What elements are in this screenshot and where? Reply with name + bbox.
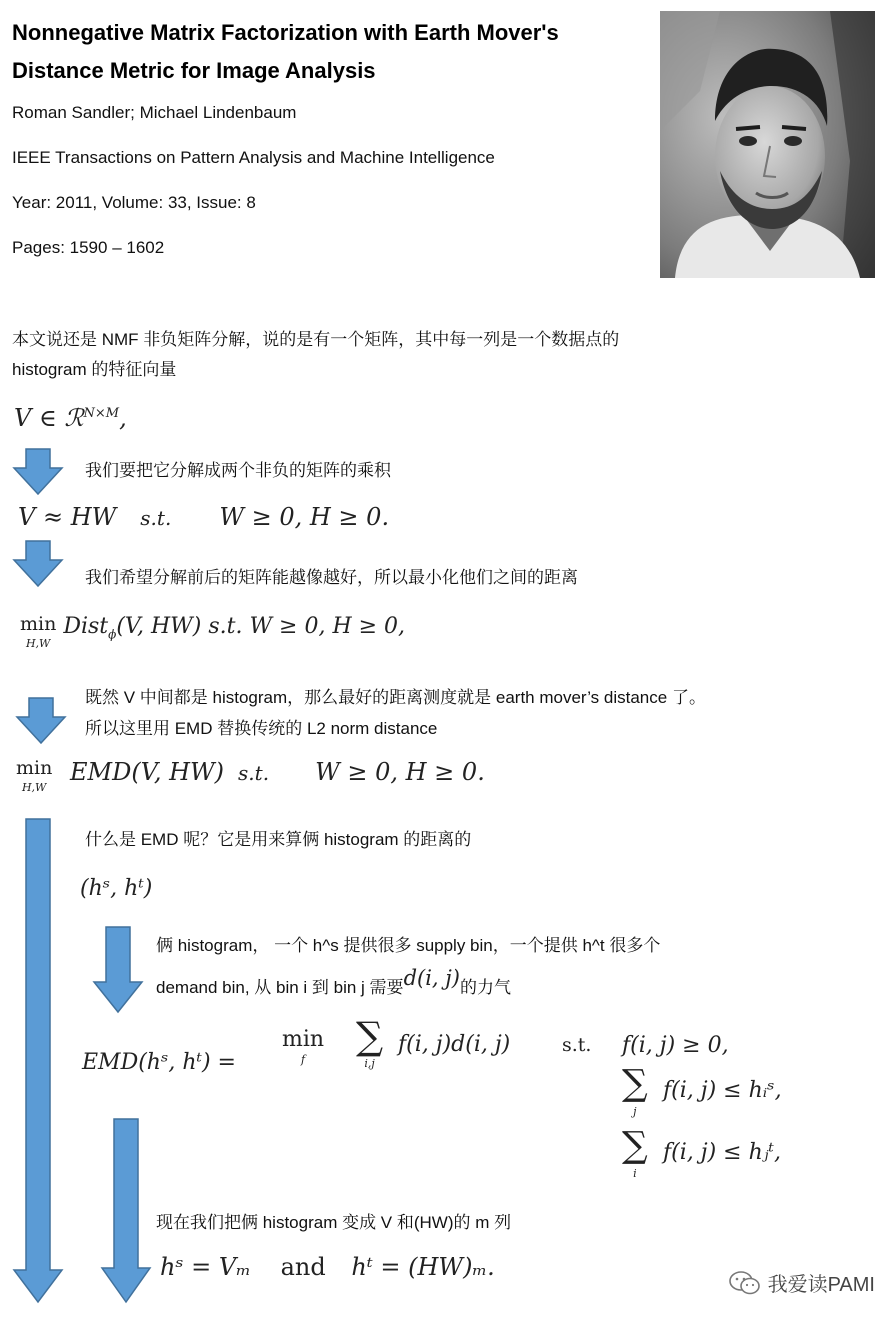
intro-paragraph [12,325,619,385]
watermark-text: 我爱读PAMI [767,1274,875,1296]
down-arrow-icon [92,926,144,1014]
intro-line1: 本文说还是 NMF 非负矩阵分解，说的是有一个矩阵，其中每一列是一个数据点的 [12,330,620,349]
long-down-arrow-icon [12,818,64,1304]
equation-v-definition: V ∈ ℛ$^{N\times M}$, [14,404,127,432]
equation-emd-lhs: EMD(hˢ, hᵗ) = [82,1050,236,1075]
equation-emd-st: s.t. [562,1034,592,1056]
paper-authors: Roman Sandler; Michael Lindenbaum [12,103,297,122]
step1-text: 我们要把它分解成两个非负的矩阵的乘积 [85,461,391,480]
equation-emd-c3-sum: ∑ i [622,1125,648,1180]
equation-emd-c1: f(i, j) ≥ 0, [622,1033,729,1058]
equation-emd-sum: ∑ i,j [356,1014,384,1070]
author-photo [660,11,875,278]
step4-text: 什么是 EMD 呢？它是用来算俩 histogram 的距离的 [85,830,472,849]
paper-title-line1: Nonnegative Matrix Factorization with Earth Mover's [12,20,559,45]
equation-histogram-pair: (hˢ, hᵗ) [80,876,153,901]
down-arrow-icon [12,448,64,496]
down-arrow-icon [15,697,67,745]
equation-emd-c2: f(i, j) ≤ hᵢˢ, [663,1078,782,1103]
equation-min-emd: min H,W EMD(V, HW) s.t. W ≥ 0, H ≥ 0. [16,757,485,794]
paper-title-line2: Distance Metric for Image Analysis [12,58,376,83]
equation-min-dist: min H,W Dist$_\phi$(V, HW) s.t. W ≥ 0, H ≥ 0, [20,613,406,650]
step5-line1: 俩 histogram， 一个 h^s 提供很多 supply bin，一个提供 h^t 很多个 [156,936,661,955]
equation-emd-c3: f(i, j) ≤ hⱼᵗ, [663,1140,781,1165]
step6-text: 现在我们把俩 histogram 变成 V 和(HW)的 m 列 [156,1213,512,1232]
paper-title [12,14,652,90]
paper-journal: IEEE Transactions on Pattern Analysis and Machine Intelligence [12,148,495,167]
equation-emd-term: f(i, j)d(i, j) [398,1032,511,1057]
watermark [728,1268,875,1297]
step5-line2: demand bin, 从 bin i 到 bin j 需要d(i, j)的力气 [156,966,511,997]
paper-year-info: Year: 2011, Volume: 33, Issue: 8 [12,193,256,212]
step2-text: 我们希望分解前后的矩阵能越像越好，所以最小化他们之间的距离 [85,568,578,587]
paper-pages: Pages: 1590 – 1602 [12,238,165,257]
long-down-arrow-icon [100,1118,152,1304]
wechat-icon [728,1269,762,1297]
equation-emd-min: min f [282,1027,325,1066]
equation-final: hˢ = Vₘ and hᵗ = (HW)ₘ. [160,1253,495,1281]
intro-line2: histogram 的特征向量 [12,360,177,379]
step3-text: 既然 V 中间都是 histogram，那么最好的距离测度就是 earth mover’s distance 了。 所以这里用 EMD 替换传统的 L2 norm distance [85,688,706,738]
equation-emd-c2-sum: ∑ j [622,1063,648,1118]
equation-factorization: V ≈ HW s.t. W ≥ 0, H ≥ 0. [18,503,390,531]
down-arrow-icon [12,540,64,588]
